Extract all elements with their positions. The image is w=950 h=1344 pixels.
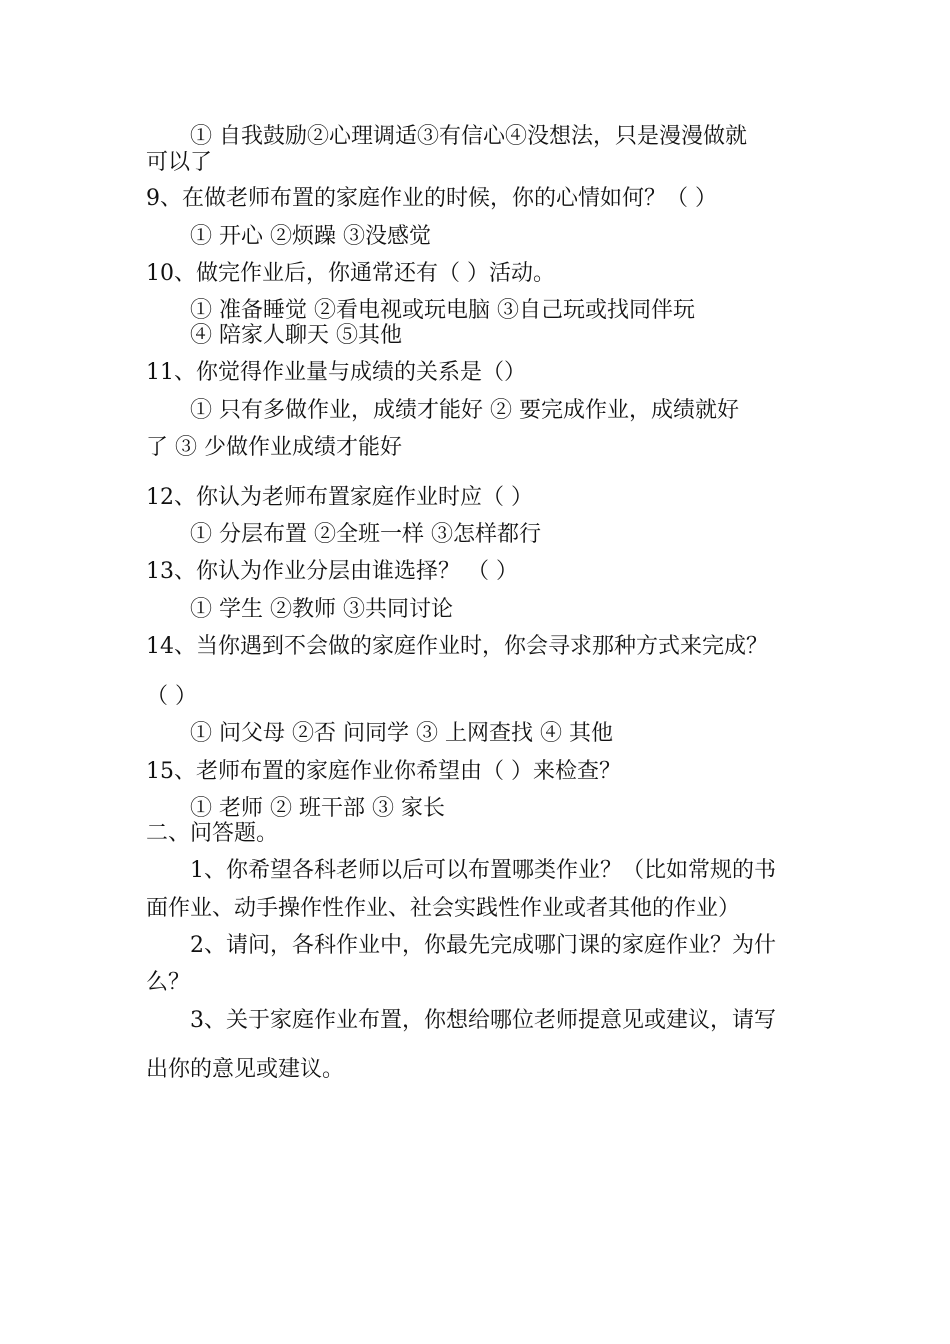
q12-options: ① 分层布置 ②全班一样 ③怎样都行 bbox=[190, 522, 541, 547]
q10-options-line1: ① 准备睡觉 ②看电视或玩电脑 ③自己玩或找同伴玩 bbox=[190, 298, 695, 323]
q8-options-line1: ① 自我鼓励②心理调适③有信心④没想法，只是漫漫做就 bbox=[190, 124, 747, 149]
question-9: 9、在做老师布置的家庭作业的时候，你的心情如何？（ ） bbox=[146, 186, 717, 211]
question-11: 11、你觉得作业量与成绩的关系是（） bbox=[146, 360, 526, 385]
open-question-3-line2: 出你的意见或建议。 bbox=[146, 1057, 345, 1082]
section-2-heading: 二、问答题。 bbox=[146, 821, 279, 846]
q13-options: ① 学生 ②教师 ③共同讨论 bbox=[190, 597, 453, 622]
q10-options-line2: ④ 陪家人聊天 ⑤其他 bbox=[190, 323, 402, 348]
q11-options-line2: 了 ③ 少做作业成绩才能好 bbox=[146, 435, 402, 460]
q14-options: ① 问父母 ②否 问同学 ③ 上网查找 ④ 其他 bbox=[190, 721, 613, 746]
open-question-2-line1: 2、请问，各科作业中，你最先完成哪门课的家庭作业？为什 bbox=[190, 933, 776, 958]
question-14: 14、当你遇到不会做的家庭作业时，你会寻求那种方式来完成？ bbox=[146, 634, 768, 659]
question-15: 15、老师布置的家庭作业你希望由（ ）来检查？ bbox=[146, 759, 621, 784]
q11-options-line1: ① 只有多做作业，成绩才能好 ② 要完成作业，成绩就好 bbox=[190, 398, 739, 423]
question-10: 10、做完作业后，你通常还有（ ）活动。 bbox=[146, 261, 555, 286]
q9-options: ① 开心 ②烦躁 ③没感觉 bbox=[190, 224, 431, 249]
open-question-1-line2: 面作业、动手操作性作业、社会实践性作业或者其他的作业） bbox=[146, 896, 741, 921]
question-13: 13、你认为作业分层由谁选择？ （ ） bbox=[146, 559, 518, 584]
question-12: 12、你认为老师布置家庭作业时应（ ） bbox=[146, 485, 533, 510]
q14-answer-blank: （ ） bbox=[146, 684, 197, 709]
open-question-2-line2: 么？ bbox=[146, 970, 191, 995]
q8-options-line2: 可以了 bbox=[146, 150, 213, 175]
open-question-3-line1: 3、关于家庭作业布置，你想给哪位老师提意见或建议，请写 bbox=[190, 1008, 776, 1033]
q15-options: ① 老师 ② 班干部 ③ 家长 bbox=[190, 796, 445, 821]
open-question-1-line1: 1、你希望各科老师以后可以布置哪类作业？（比如常规的书 bbox=[190, 858, 776, 883]
